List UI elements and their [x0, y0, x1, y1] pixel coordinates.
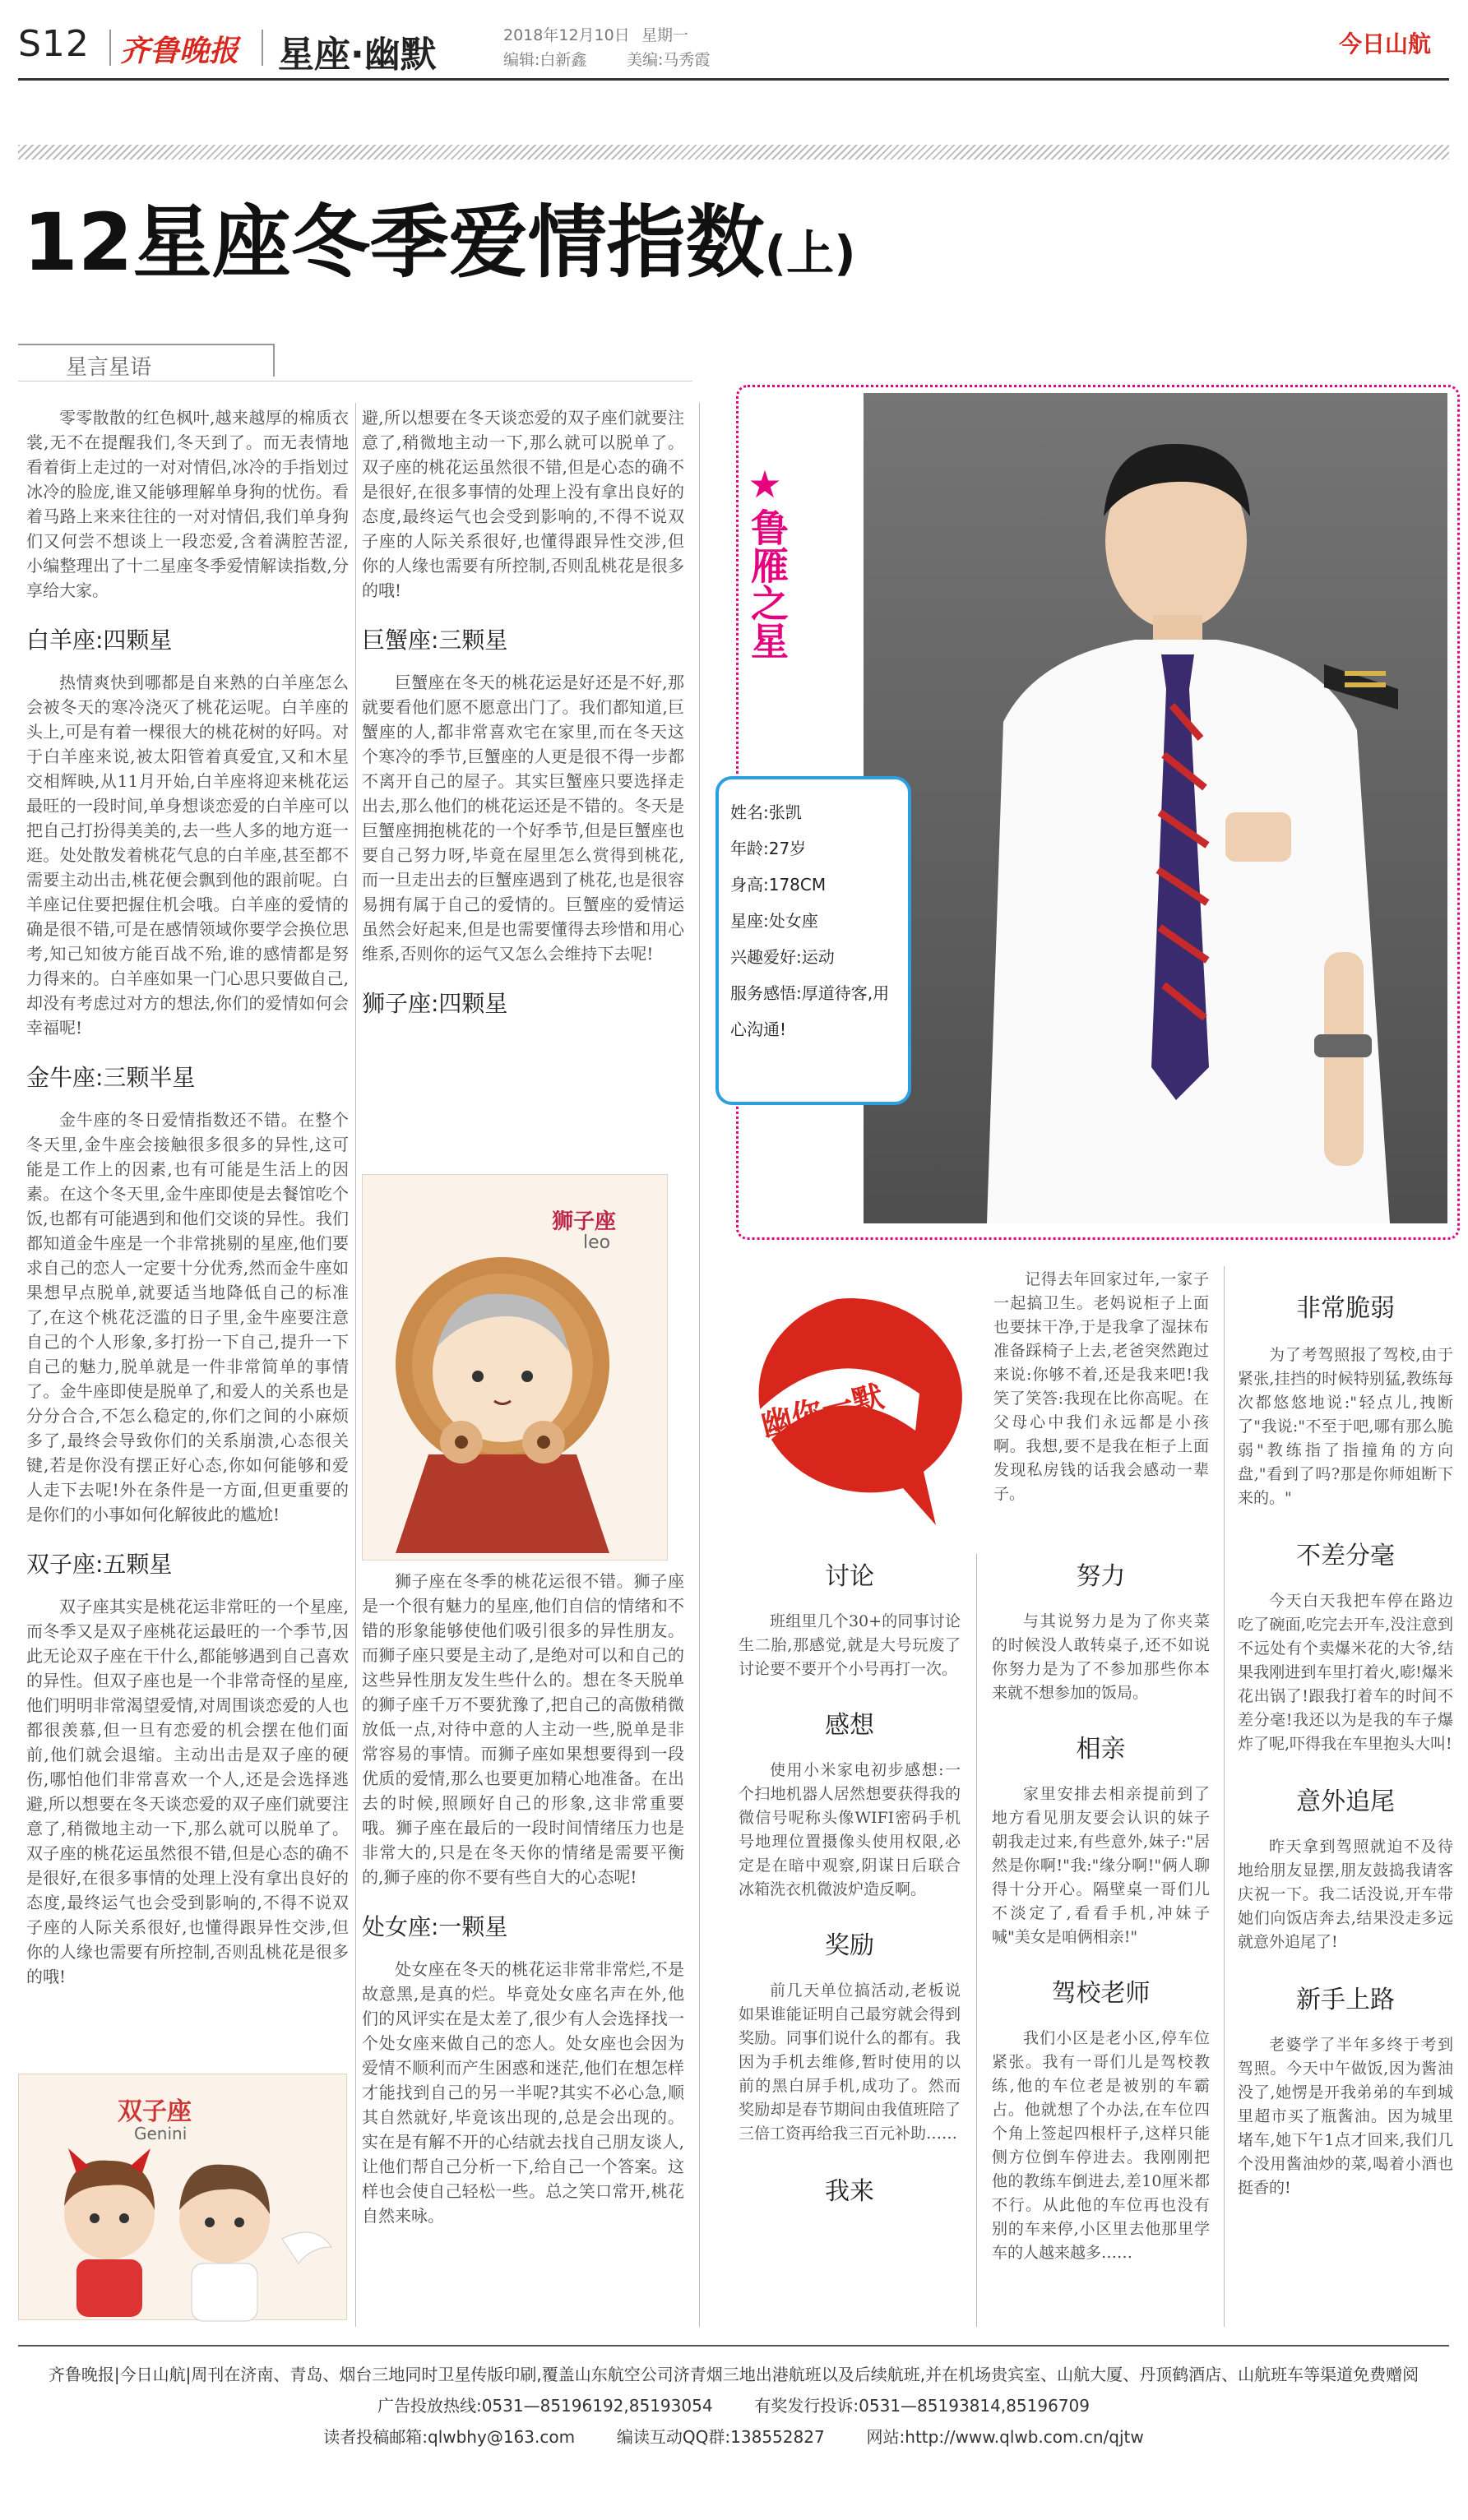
headline-main: 12星座冬季爱情指数	[23, 197, 765, 289]
footer-rule	[18, 2345, 1449, 2347]
cancer-heading: 巨蟹座:三颗星	[362, 627, 508, 654]
footer-line-3: 读者投稿邮箱:qlwbhy@163.com 编读互动QQ群:138552827 网站:http://www.qlwb.com.cn/qjtw	[323, 2427, 1144, 2447]
headline	[23, 197, 856, 298]
joke-3-title: 奖励	[825, 1931, 874, 1960]
leo-cartoon-icon	[363, 1224, 669, 1561]
joke-10-text: 昨天拿到驾照就迫不及待地给朋友显摆,朋友鼓捣我请客庆祝一下。我二话没说,开车带她们向饭店奔去,结果没走多远就意外追尾了!	[1238, 1838, 1453, 1951]
pilot-motto: 服务感悟:厚道待客,用心沟通!	[730, 983, 890, 1039]
column-2	[362, 405, 684, 1033]
pilot-banner	[743, 460, 790, 659]
header-date: 2018年12月10日	[503, 26, 630, 44]
column-tag: 星言星语	[66, 355, 152, 380]
gemini-text-cont: 避,所以想要在冬天谈恋爱的双子座们就要注意了,稍微地主动一下,那么就可以脱单了。双子座的桃花运虽然很不错,但是心态的确不是很好,在很多事情的处理上没有拿出良好的态度,最终运气也会受到影响的,不得不说双子座的人际关系很好,也懂得跟异性交涉,但你的人缘也需要有所控制,否则乱桃花是很多的哦!	[362, 408, 684, 600]
humor-col-1	[993, 1268, 1209, 1506]
section-title: 星座·幽默	[278, 34, 437, 76]
virgo-text: 处女座在冬天的桃花运非常非常烂,不是故意黑,是真的烂。毕竟处女座名声在外,他们的风评实在是太差了,很少有人会选择找一个处女座来做自己的恋人。处女座也会因为爱情不顺利而产生困惑和迷茫,他们在想怎样才能找到自己的另一半呢?其实不必心急,顺其自然就好,毕竟该出现的,总是会出现的。实在是有解不开的心结就去找自己朋友谈人,让他们帮自己分析一下,给自己一个答案。这样也会使自己轻松一些。总之笑口常开,桃花自然来咏。	[362, 1959, 684, 2226]
column-divider-2	[699, 403, 700, 2327]
header-divider-1	[109, 30, 111, 66]
humor-col-3	[1238, 1288, 1453, 2200]
joke-11-text: 老婆学了半年多终于考到驾照。今天中午做饭,因为酱油没了,她愣是开我弟弟的车到城里超市买了瓶酱油。因为城里堵车,她下午1点才回来,我们几个没用酱油炒的菜,喝着小酒也挺香的!	[1238, 2036, 1453, 2197]
joke-8-text: 为了考驾照报了驾校,由于紧张,挂挡的时候特别猛,教练每次都悠悠地说:"轻点儿,拽断了"我说:"不至于吧,哪有那么脆弱"教练指了指撞角的方向盘,"看到了吗?那是你师姐断下来的。"	[1238, 1346, 1453, 1507]
paper-logo: 齐鲁晚报	[120, 34, 239, 68]
leo-heading: 狮子座:四颗星	[362, 990, 508, 1017]
joke-7-title: 驾校老师	[1051, 1979, 1151, 2008]
virgo-heading: 处女座:一颗星	[362, 1913, 508, 1940]
gemini-text: 双子座其实是桃花运非常旺的一个星座,而冬季又是双子座桃花运最旺的一个季节,因此无论双子座在干什么,都能够遇到自己喜欢的异性。但双子座也是一个非常奇怪的星座,他们明明非常渴望爱情,对周围谈恋爱的人也都很羡慕,但一旦有恋爱的机会摆在他们面前,他们就会退缩。主动出击是双子座的硬伤,哪怕他们非常喜欢一个人,还是会选择逃避,所以想要在冬天谈恋爱的双子座们就要注意了,稍微地主动一下,那么就可以脱单了。双子座的桃花运虽然很不错,但是心态的确不是很好,在很多事情的处理上没有拿出良好的态度,最终运气也会受到影响的,不得不说双子座的人际关系很好,也懂得跟异性交涉,但你的人缘也需要有所控制,否则乱桃花是很多的哦!	[26, 1597, 349, 1986]
pilot-photo	[864, 393, 1447, 1223]
pilot-banner-text: 鲁雁之星	[745, 508, 790, 659]
edition-name: 今日山航	[1339, 30, 1432, 58]
joke-6-text: 家里安排去相亲提前到了地方看见朋友要会认识的妹子朝我走过来,有些意外,妹子:"居然是你啊!"我:"缘分啊!"俩人聊得十分开心。隔壁桌一哥们儿不淡定了,看看手机,冲妹子喊"美女是咱俩相亲!"	[992, 1785, 1210, 1946]
page-code: S12	[18, 23, 90, 65]
humor-badge	[714, 1287, 961, 1533]
footer-line-2: 广告投放热线:0531—85196192,85193054 有奖发行投诉:0531—85193814,85196709	[377, 2396, 1091, 2416]
pilot-name: 姓名:张凯	[730, 802, 802, 822]
humor-col-2	[992, 1556, 1210, 2265]
pilot-hobby: 兴趣爱好:运动	[730, 947, 835, 967]
gemini-caption: 双子座	[118, 2097, 192, 2126]
hatch-band	[18, 145, 1449, 160]
joke-10-title: 意外追尾	[1296, 1787, 1395, 1816]
leo-caption: 狮子座	[552, 1209, 617, 1234]
pilot-age: 年龄:27岁	[730, 839, 807, 858]
column-divider-1	[355, 403, 356, 2327]
pilot-height: 身高:178CM	[730, 875, 827, 895]
pilot-info-box	[715, 776, 911, 1105]
joke-0-text: 记得去年回家过年,一家子一起搞卫生。老妈说柜子上面也要抹干净,于是我拿了湿抹布准备踩椅子上去,老爸突然跑过来说:你够不着,还是我来吧!我笑了笑答:我现在比你高呢。在父母心中我们永远都是小孩啊。我想,要不是我在柜子上面发现私房钱的话我会感动一辈子。	[993, 1270, 1209, 1503]
joke-5-text: 与其说努力是为了你夹菜的时候没人敢转桌子,还不如说你努力是为了不参加那些你本来就不想参加的饭局。	[992, 1612, 1210, 1702]
intro-text: 零零散散的红色枫叶,越来越厚的棉质衣裳,无不在提醒我们,冬天到了。而无表情地看着街上走过的一对对情侣,冰冷的手指划过冰冷的脸庞,谁又能够理解单身狗的忧伤。看着马路上来来往往的一对对情侣,我们单身狗们又何尝不想谈上一段恋爱,含着满腔苦涩,小编整理出了十二星座冬季爱情解读指数,分享给大家。	[26, 408, 349, 600]
joke-4-title: 我来	[825, 2177, 874, 2206]
header-weekday: 星期一	[641, 26, 689, 44]
pilot-portrait-icon	[864, 393, 1447, 1223]
pilot-sign: 星座:处女座	[730, 911, 818, 931]
humor-col-1b	[739, 1556, 961, 2207]
leo-illustration	[362, 1174, 668, 1561]
leo-text: 狮子座在冬季的桃花运很不错。狮子座是一个很有魅力的星座,他们自信的情绪和不错的形象能够使他们吸引很多的异性朋友。而狮子座只要是主动了,是绝对可以和自己的这些异性朋友发生些什么的。想在冬天脱单的狮子座千万不要犹豫了,把自己的高傲稍微放低一点,对待中意的人主动一些,脱单是非常容易的事情。而狮子座如果想要得到一段优质的爱情,那么也要更加精心地准备。在出去的时候,照顾好自己的形象,这非常重要哦。狮子座在最后的一段时间情绪压力也是非常大的,只是在冬天你的情绪是需要平衡的,狮子座的你不要有些自大的心态呢!	[362, 1571, 684, 1887]
cancer-text: 巨蟹座在冬天的桃花运是好还是不好,那就要看他们愿不愿意出门了。我们都知道,巨蟹座的人,都非常喜欢宅在家里,而在冬天这个寒冷的季节,巨蟹座的人更是很不得一步都不离开自己的屋子。其实巨蟹座只要选择走出去,那么他们的桃花运还是不错的。冬天是巨蟹座拥抱桃花的一个好季节,但是巨蟹座也要自己努力呀,毕竟在屋里怎么赏得到桃花,而一旦走出去的巨蟹座遇到了桃花,也是很容易拥有属于自己的爱情的。巨蟹座的爱情运虽然会好起来,但是也需要懂得去珍惜和用心维系,否则你的运气又怎么会维持下去呢!	[362, 673, 684, 964]
gemini-illustration	[18, 2074, 347, 2320]
joke-1-title: 讨论	[825, 1562, 874, 1591]
joke-1-text: 班组里几个30+的同事讨论生二胎,那感觉,就是大号玩废了讨论要不要开个小号再打一次。	[739, 1612, 961, 1678]
joke-3-text: 前几天单位搞活动,老板说如果谁能证明自己最穷就会得到奖励。同事们说什么的都有。我因为手机去维修,暂时使用的以前的黑白屏手机,成功了。然而奖励却是春节期间由我值班陪了三倍工资再给我三百元补助……	[739, 1981, 961, 2143]
joke-5-title: 努力	[1076, 1562, 1126, 1591]
joke-9-title: 不差分毫	[1296, 1542, 1395, 1570]
joke-9-text: 今天白天我把车停在路边吃了碗面,吃完去开车,没注意到不远处有个卖爆米花的大爷,结果我刚进到车里打着火,嘭!爆米花出锅了!跟我打着车的时间不差分毫!我还以为是我的车子爆炸了呢,吓得我在车里抱头大叫!	[1238, 1592, 1453, 1753]
column-1	[26, 405, 349, 1986]
gemini-cartoon-icon	[19, 2140, 348, 2321]
header-designer: 美编:马秀霞	[627, 51, 711, 69]
header-rule	[18, 78, 1449, 81]
leo-caption-en: leo	[583, 1232, 611, 1253]
header-editor: 编辑:白新鑫	[503, 51, 587, 69]
joke-7-text: 我们小区是老小区,停车位紧张。我有一哥们儿是驾校教练,他的车位老是被别的车霸占。他就想了个办法,在车位四个角上签起四根杆子,这样只能侧方位倒车停进去。我刚刚把他的教练车倒进去,差10厘米都不行。从此他的车位再也没有别的车来停,小区里去他那里学车的人越来越多……	[992, 2029, 1210, 2262]
humor-divider-1	[976, 1554, 977, 2327]
aries-text: 热情爽快到哪都是自来熟的白羊座怎么会被冬天的寒冷浇灭了桃花运呢。白羊座的头上,可是有着一棵很大的桃花树的好吗。对于白羊座来说,被太阳管着真爱宜,又和木星交相辉映,从11月开始,白羊座将迎来桃花运最旺的一段时间,单身想谈恋爱的白羊座可以把自己打扮得美美的,去一些人多的地方逛一逛。处处散发着桃花气息的白羊座,甚至都不需要主动出击,桃花便会飘到他的跟前呢。白羊座记住要把握住机会哦。白羊座的爱情的确是很不错,可是在感情领域你要学会换位思考,知己知彼方能百战不殆,谁的感情都是努力得来的。白羊座如果一门心思只要做自己,却没有考虑过对方的想法,你们的爱情如何会幸福呢!	[26, 673, 349, 1038]
taurus-heading: 金牛座:三颗半星	[26, 1064, 196, 1091]
joke-6-title: 相亲	[1076, 1735, 1126, 1764]
joke-11-title: 新手上路	[1296, 1986, 1395, 2014]
header-divider-2	[262, 30, 263, 66]
joke-2-title: 感想	[825, 1711, 874, 1740]
headline-suffix: (上)	[764, 225, 856, 281]
taurus-text: 金牛座的冬日爱情指数还不错。在整个冬天里,金牛座会接触很多很多的异性,这可能是工作上的因素,也有可能是生活上的因素。在这个冬天里,金牛座即使是去餐馆吃个饭,也都有可能遇到和他们交谈的异性。我们都知道金牛座是一个非常挑剔的星座,他们要求自己的恋人一定要十分优秀,然而金牛座如果想早点脱单,就要适当地降低自己的标准了,在这个桃花泛滥的日子里,金牛座要注意自己的个人形象,多打扮一下自己,提升一下自己的魅力,脱单就是一件非常简单的事情了。金牛座即使是脱单了,和爱人的关系也是分分合合,不怎么稳定的,你们之间的小麻烦多了,最终会导致你们的关系崩溃,心态很关键,若是你没有摆正好心态,你如何能够和爱人走下去呢!外在条件是一方面,但更重要的是你们的小事如何化解彼此的尴尬!	[26, 1110, 349, 1524]
joke-2-text: 使用小米家电初步感想:一个扫地机器人居然想要获得我的微信号呢称头像WIFI密码手机号地理位置摄像头使用权限,必定是在暗中观察,阴谋日后联合冰箱洗衣机微波炉造反啊。	[739, 1761, 961, 1898]
gemini-caption-en: Genini	[134, 2124, 188, 2143]
star-icon: ★	[748, 462, 782, 506]
footer-line-1: 齐鲁晚报|今日山航|周刊在济南、青岛、烟台三地同时卫星传版印刷,覆盖山东航空公司济青烟三地出港航班以及后续航班,并在机场贵宾室、山航大厦、丹顶鹤酒店、山航班车等渠道免费赠阅	[48, 2365, 1419, 2384]
column-2b	[362, 1569, 684, 2228]
humor-badge-text: 幽你一默	[757, 1378, 887, 1444]
aries-heading: 白羊座:四颗星	[26, 627, 173, 654]
joke-8-title: 非常脆弱	[1296, 1294, 1395, 1323]
gemini-heading: 双子座:五颗星	[26, 1551, 173, 1578]
humor-divider-2	[1224, 1266, 1225, 2327]
